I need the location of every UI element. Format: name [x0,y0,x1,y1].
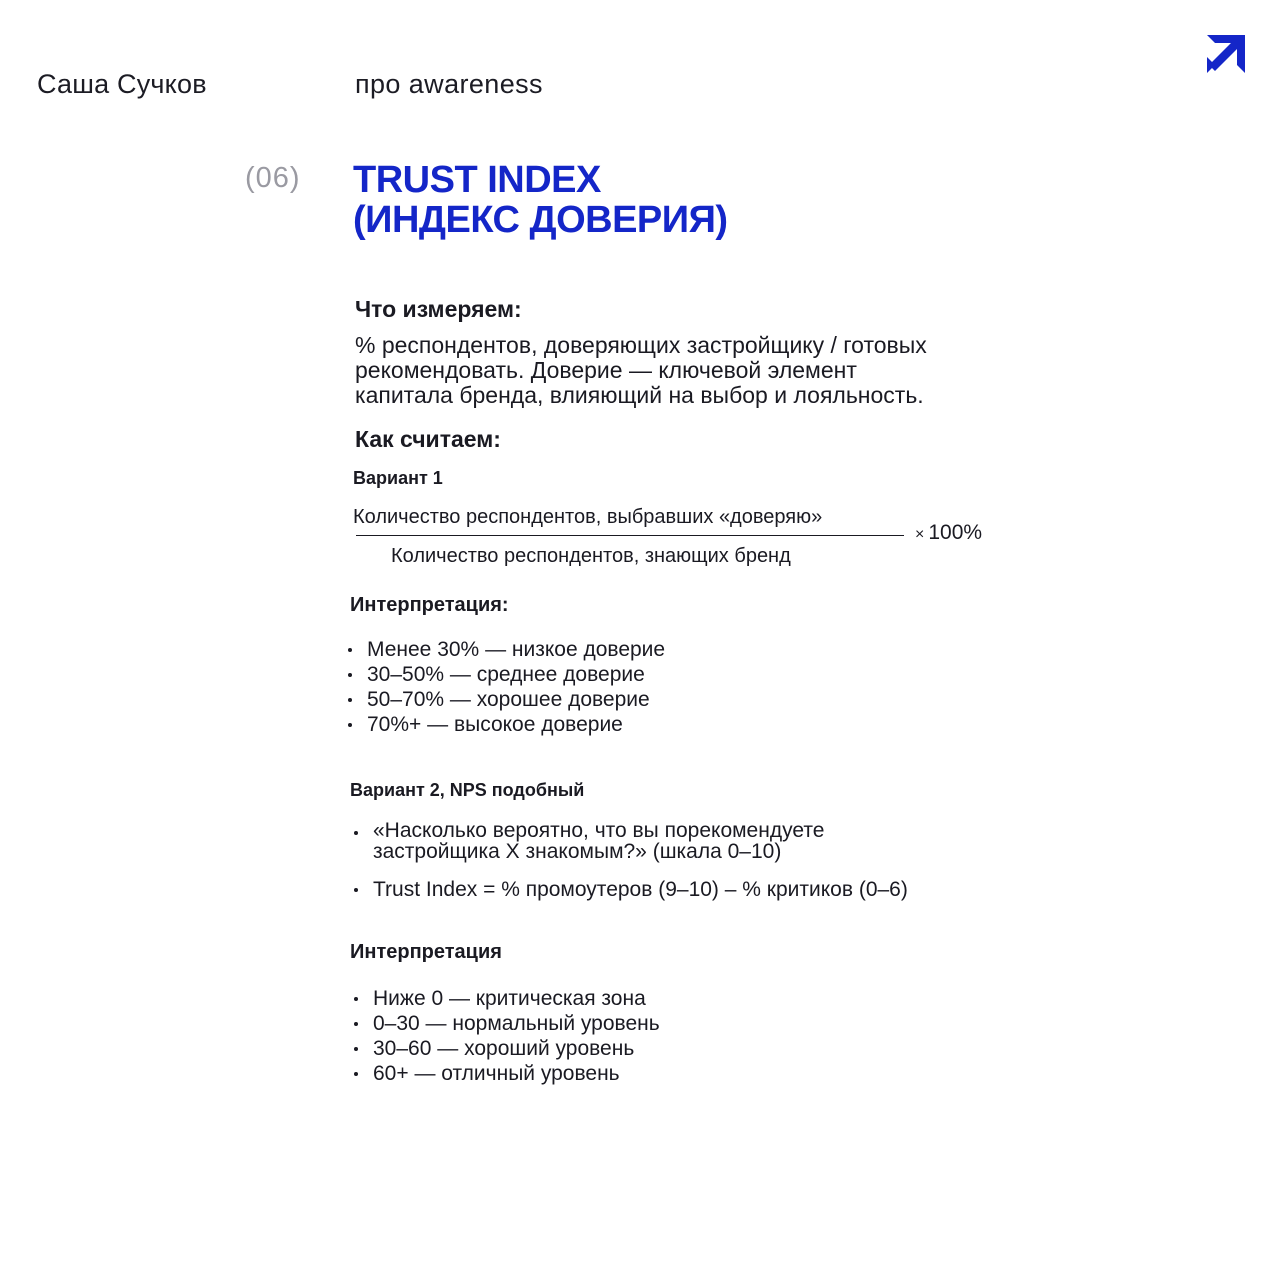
interpretation2-list [354,986,660,1086]
interpretation1-list [348,637,665,737]
list-item: 60+ — отличный уровень [354,1061,660,1086]
multiplier-value: 100% [928,521,983,544]
list-item: 30–50% — среднее доверие [348,662,665,687]
formula-denominator: Количество респондентов, знающих бренд [391,545,791,567]
how-heading: Как считаем: [355,426,501,452]
what-line-1: % респондентов, доверяющих застройщику / готовых [355,332,927,358]
series-topic: про awareness [355,69,543,99]
multiply-sign: × [915,526,925,543]
what-line-3: капитала бренда, влияющий на выбор и лояльность. [355,382,924,408]
list-item: 50–70% — хорошее доверие [348,687,665,712]
formula-numerator: Количество респондентов, выбравших «доверяю» [353,506,823,528]
section-number: (06) [245,162,301,194]
question-line-1: «Насколько вероятно, что вы порекомендуете [373,819,825,842]
variant2-list [354,820,908,919]
list-item: 70%+ — высокое доверие [348,712,665,737]
author-name: Саша Сучков [37,69,207,99]
what-heading: Что измеряем: [355,296,522,322]
list-item: Trust Index = % промоутеров (9–10) – % критиков (0–6) [354,877,908,902]
interpretation1-heading: Интерпретация: [350,594,509,616]
question-line-2: застройщика X знакомым?» (шкала 0–10) [373,840,782,863]
variant2-label: Вариант 2, NPS подобный [350,780,585,800]
list-item [354,820,908,862]
formula-multiplier [915,520,982,548]
interpretation2-heading: Интерпретация [350,941,502,963]
title-line-2: (ИНДЕКС ДОВЕРИЯ) [353,199,728,241]
list-item: Менее 30% — низкое доверие [348,637,665,662]
what-description [355,333,1035,408]
fraction-line [356,535,904,536]
variant1-label: Вариант 1 [353,468,443,488]
list-item: 0–30 — нормальный уровень [354,1011,660,1036]
title-line-1: TRUST INDEX [353,159,601,201]
list-item: Ниже 0 — критическая зона [354,986,660,1011]
arrow-up-right-icon [1207,35,1245,73]
list-item: 30–60 — хороший уровень [354,1036,660,1061]
page-title [353,160,728,240]
what-line-2: рекомендовать. Доверие — ключевой элемент [355,357,857,383]
